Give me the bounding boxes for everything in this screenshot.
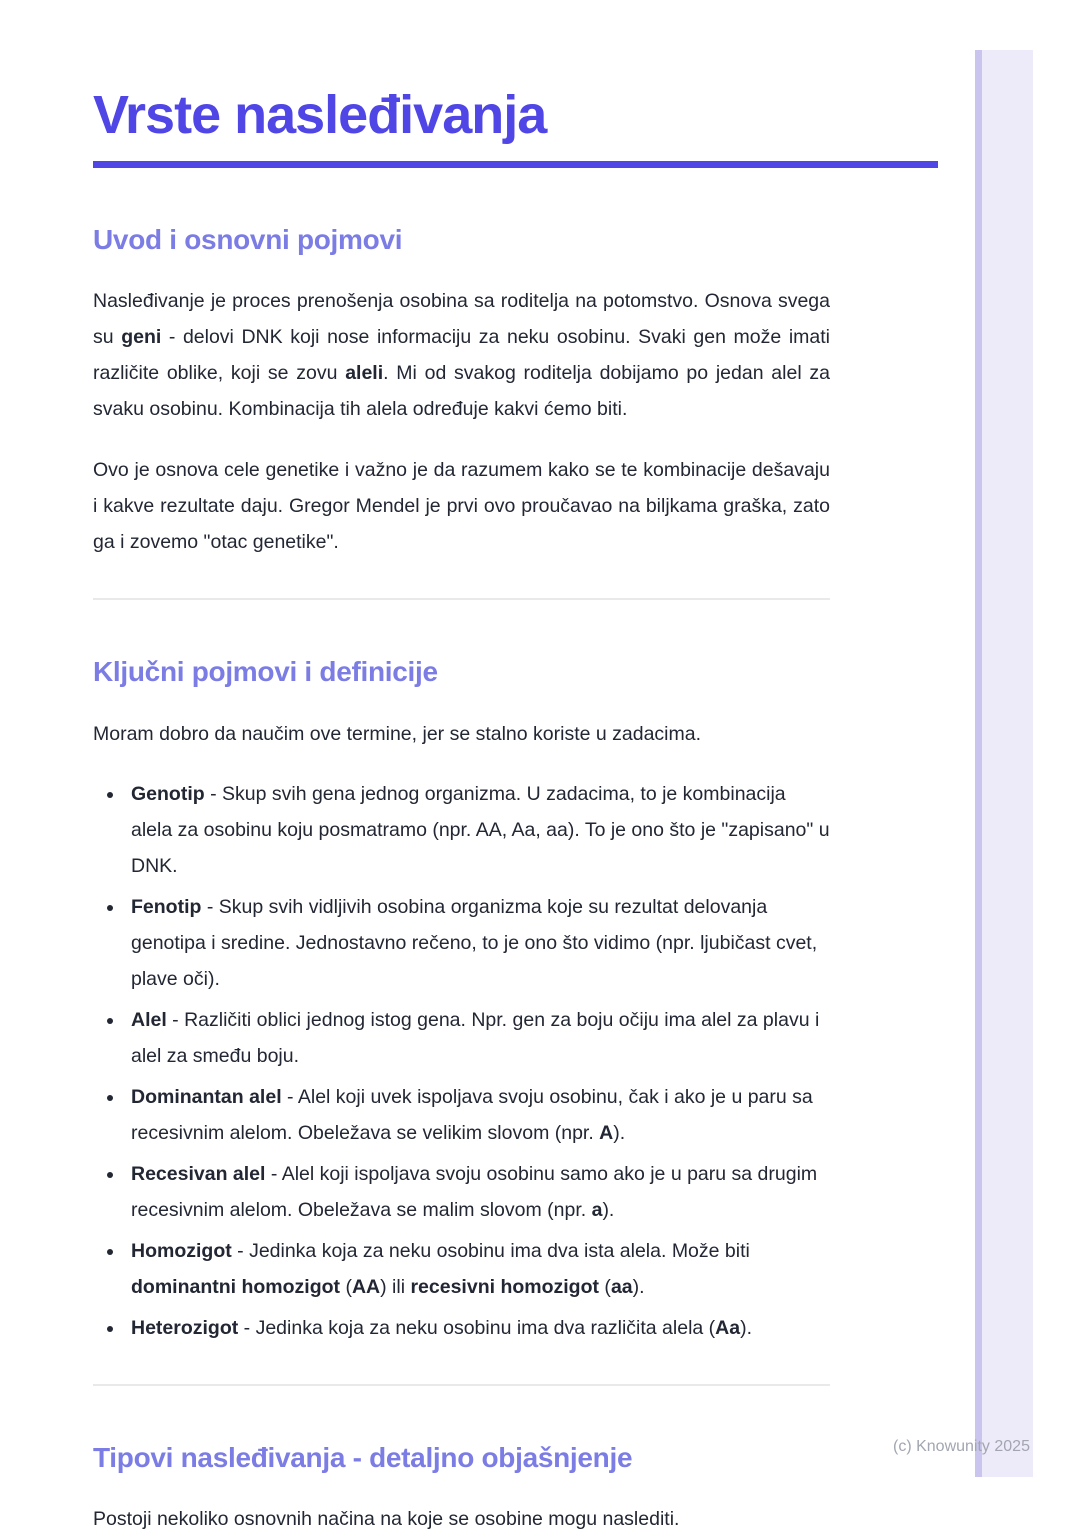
intro-paragraph-1: Nasleđivanje je proces prenošenja osobina sa roditelja na potomstvo. Osnova svega su geni - delovi DNK koji nose informaciju za neku osobinu. Svaki gen može imati različite oblike, koji se zovu aleli. Mi od svakog roditelja dobijamo po jedan alel za svaku osobinu. Kombinacija tih alela određuje kakvi ćemo biti. bbox=[93, 290, 830, 421]
types-intro-paragraph: Postoji nekoliko osnovnih načina na koje se osobine mogu naslediti. bbox=[93, 1508, 680, 1531]
term-list-item: • Genotip - Skup svih gena jednog organizma. U zadacima, to je kombinacija alela za osobinu koju posmatramo (npr. AA, Aa, aa). To je ono što je "zapisano" u DNK. bbox=[125, 776, 830, 884]
title-underline-rule bbox=[93, 161, 938, 168]
section-divider bbox=[93, 598, 830, 600]
document-body bbox=[93, 0, 830, 1537]
term-list-item: • Fenotip - Skup svih vidljivih osobina organizma koje su rezultat delovanja genotipa i sredine. Jednostavno rečeno, to je ono što vidimo (npr. ljubičast cvet, plave oči). bbox=[125, 889, 830, 997]
section-heading-intro: Uvod i osnovni pojmovi bbox=[93, 224, 403, 256]
term-list-item: • Dominantan alel - Alel koji uvek ispoljava svoju osobinu, čak i ako je u paru sa recesivnim alelom. Obeležava se velikim slovom (npr. A). bbox=[125, 1079, 830, 1151]
term-list-item: • Heterozigot - Jedinka koja za neku osobinu ima dva različita alela (Aa). bbox=[125, 1310, 830, 1346]
section-divider bbox=[93, 1384, 830, 1386]
intro-paragraph-2: Ovo je osnova cele genetike i važno je da razumem kako se te kombinacije dešavaju i kakve rezultate daju. Gregor Mendel je prvi ovo proučavao na biljkama graška, zato ga i zovemo "otac genetike". bbox=[93, 459, 830, 554]
term-list-item: • Alel - Različiti oblici jednog istog gena. Npr. gen za boju očiju ima alel za plavu i alel za smeđu boju. bbox=[125, 1002, 830, 1074]
page-edge-accent-bar bbox=[975, 50, 1033, 1477]
term-list-item: • Recesivan alel - Alel koji ispoljava svoju osobinu samo ako je u paru sa drugim recesivnim alelom. Obeležava se malim slovom (npr. a). bbox=[125, 1156, 830, 1228]
page-title: Vrste nasleđivanja bbox=[93, 85, 547, 145]
terms-list bbox=[93, 776, 830, 1346]
section-heading-terms: Ključni pojmovi i definicije bbox=[93, 656, 438, 688]
terms-intro-paragraph: Moram dobro da naučim ove termine, jer se stalno koriste u zadacima. bbox=[93, 722, 702, 745]
section-heading-types: Tipovi nasleđivanja - detaljno objašnjenje bbox=[93, 1441, 633, 1473]
term-list-item: • Homozigot - Jedinka koja za neku osobinu ima dva ista alela. Može biti dominantni homozigot (AA) ili recesivni homozigot (aa). bbox=[125, 1233, 830, 1305]
copyright-footer: (c) Knowunity 2025 bbox=[893, 1438, 1030, 1455]
